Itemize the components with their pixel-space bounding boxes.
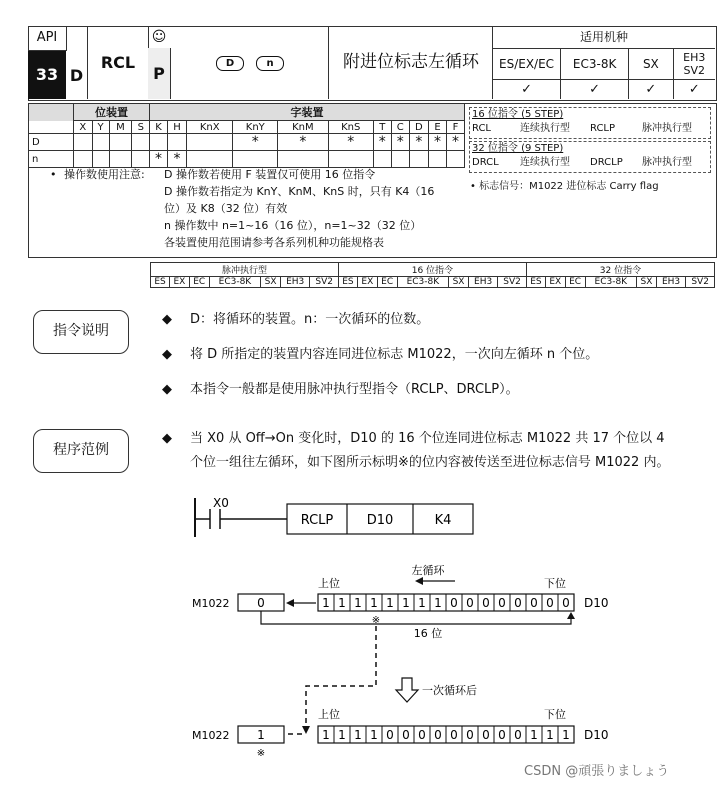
bit-value: 1 [338,728,346,742]
carry-before: 0 [257,596,265,610]
support-col: EH3 [656,277,685,288]
info-mnemonic: DRCL [472,157,499,168]
info-32-title: 32 位指令 (9 STEP) [472,143,564,154]
lower-label-top: 下位 [544,577,566,590]
support-group: 脉冲执行型 [151,263,339,277]
column-header: D [409,121,428,134]
row-label: n [29,151,74,168]
column-header: C [391,121,409,134]
smiley-icon: ☺ [148,26,170,49]
bit-value: 0 [450,728,458,742]
operand-cell [150,134,168,151]
instruction-info-32 [469,141,711,173]
bit-value: 1 [370,728,378,742]
operand-cell [167,134,186,151]
explain-item [162,343,598,367]
info-type: 脉冲执行型 [642,157,692,168]
bits-label: 16 位 [413,627,443,640]
diamond-icon: ◆ [162,431,172,446]
info-mnemonic: RCLP [590,123,616,134]
d10-label-before: D10 [584,596,609,610]
api-number: 33 [28,51,66,99]
column-header: KnS [328,121,373,134]
bit-value: 0 [514,596,522,610]
flag-note: • 标志信号：M1022 进位标志 Carry flag [470,181,659,192]
d10-label-after: D10 [584,728,609,742]
operand-cell [92,134,109,151]
bit-value: 1 [322,596,330,610]
operand-cell [132,151,150,168]
bit-value: 1 [562,728,570,742]
operand-cell: * [278,134,328,151]
upper-label-top: 上位 [318,577,340,590]
bit-value: 0 [386,728,394,742]
operand-cell [391,151,409,168]
support-col: ES [151,277,170,288]
model-sx: SX [629,49,673,79]
operand-cell: * [391,134,409,151]
operand-cell: * [429,134,447,151]
example-item [162,427,717,475]
support-col: SX [449,277,469,288]
bit-value: 0 [434,728,442,742]
check-mark: ✓ [688,82,700,97]
support-group: 32 位指令 [526,263,714,277]
bit-value: 0 [466,596,474,610]
column-header: M [109,121,132,134]
upper-label-bottom: 上位 [318,708,340,721]
operand-cell [429,151,447,168]
operand-cell: * [328,134,373,151]
note-title: 操作数使用注意: [64,168,145,181]
diamond-icon: ◆ [162,382,172,397]
note-line: 各装置使用范围请参考各系列机种功能规格表 [164,236,384,249]
m1022-label-before: M1022 [192,597,230,610]
support-col: SX [637,277,657,288]
operand-cell: * [409,134,428,151]
bit-device-header: 位装置 [74,104,150,121]
support-table [150,262,715,288]
bits-before [322,594,570,611]
bit-value: 0 [450,596,458,610]
bit-value: 1 [530,728,538,742]
check-mark: ✓ [561,80,629,99]
check-mark: ✓ [493,80,561,99]
bit-value: 0 [418,728,426,742]
support-col: SV2 [310,277,339,288]
instruction-info-16 [469,107,711,139]
model-es-ex-ec: ES/EX/EC [493,49,561,79]
support-col: EC [377,277,397,288]
m1022-label-after: M1022 [192,729,230,742]
support-col: SV2 [498,277,527,288]
bit-value: 1 [354,728,362,742]
note-line: n 操作数中 n=1~16（16 位），n=1~32（32 位） [164,219,422,232]
operand-table [28,103,465,168]
operand-cell [409,151,428,168]
column-header: E [429,121,447,134]
bit-value: 0 [498,596,506,610]
watermark: CSDN @頑張りましょう [524,764,670,779]
operand-d-pill: D [216,56,244,71]
mark-after: ※ [256,748,266,759]
section-explain-label: 指令说明 [33,310,129,354]
bit-value: 1 [546,728,554,742]
operand-cell [447,151,465,168]
column-header: K [150,121,168,134]
support-col: ES [526,277,545,288]
suffix-p: P [148,48,171,99]
info-type: 连续执行型 [520,157,570,168]
lower-label-bottom: 下位 [544,708,566,721]
explain-item [162,378,519,402]
explain-text: 本指令一般都是使用脉冲执行型指令（RCLP、DRCLP）。 [190,382,519,397]
column-header: T [373,121,391,134]
section-example-label: 程序范例 [33,429,129,473]
bit-value: 1 [322,728,330,742]
operand-cell [74,151,93,168]
operand-area [170,26,329,99]
bit-value: 0 [562,596,570,610]
note-line: 位）及 K8（32 位）有效 [164,202,288,215]
info-type: 连续执行型 [520,123,570,134]
bit-value: 1 [338,596,346,610]
bit-value: 0 [402,728,410,742]
bits-after [322,726,570,743]
models-title: 适用机种 [493,26,715,49]
support-col: EX [545,277,565,288]
rotate-label: 左循环 [411,564,445,577]
bit-value: 1 [386,596,394,610]
mark-before: ※ [371,615,381,626]
bit-value: 0 [514,728,522,742]
info-mnemonic: RCL [472,123,492,134]
operand-cell: * [373,134,391,151]
ladder-box-rclp: RCLP [300,513,334,528]
bit-value: 1 [354,596,362,610]
support-col: EH3 [280,277,309,288]
operand-cell [373,151,391,168]
column-header: KnX [187,121,233,134]
rotation-diagram [180,560,630,765]
column-header: KnM [278,121,328,134]
ladder-box-k4: K4 [434,513,452,528]
operand-cell: * [167,151,186,168]
operand-cell [187,134,233,151]
info-type: 脉冲执行型 [642,123,692,134]
column-header: X [74,121,93,134]
operand-n-pill: n [256,56,284,71]
operand-cell [74,134,93,151]
operand-cell [132,134,150,151]
explain-text: D：将循环的装置。n：一次循环的位数。 [190,312,430,327]
bit-value: 0 [466,728,474,742]
support-col: SV2 [686,277,715,288]
check-mark: ✓ [629,80,673,99]
note-line: D 操作数若使用 F 装置仅可使用 16 位指令 [164,168,376,181]
operand-cell: * [150,151,168,168]
bit-value: 0 [546,596,554,610]
example-text: 个位一组往左循环，如下图所示标明※的位内容被传送至进位标志信号 M1022 内。 [190,455,670,470]
operand-cell [109,151,132,168]
note-bullet: • [50,168,57,181]
diamond-icon: ◆ [162,312,172,327]
support-col: ES [338,277,357,288]
example-text: 当 X0 从 Off→On 变化时，D10 的 16 个位连同进位标志 M1022 共 17 个位以 4 [190,431,665,446]
carry-after: 1 [257,728,265,742]
column-header: S [132,121,150,134]
explain-text: 将 D 所指定的装置内容连同进位标志 M1022，一次向左循环 n 个位。 [190,347,599,362]
bit-value: 0 [530,596,538,610]
support-col: SX [261,277,281,288]
operand-cell [109,134,132,151]
model-names-row [493,49,715,80]
bit-value: 0 [482,728,490,742]
operand-cell: * [233,134,278,151]
support-col: EC [189,277,209,288]
word-device-header: 字装置 [150,104,465,121]
operand-cell [187,151,233,168]
instruction-title: 附进位标志左循环 [330,26,493,99]
operand-cell [278,151,328,168]
operand-notes [50,166,460,251]
ladder-box-d10: D10 [366,513,394,528]
bit-value: 1 [402,596,410,610]
bit-value: 1 [434,596,442,610]
column-header: Y [92,121,109,134]
support-col: EX [170,277,190,288]
model-ec3-8k: EC3-8K [561,49,629,79]
note-line: D 操作数若指定为 KnY、KnM、KnS 时，只有 K4（16 [164,185,435,198]
support-col: EX [357,277,377,288]
support-col: EH3 [468,277,497,288]
support-col: EC3-8K [585,277,637,288]
bit-value: 1 [418,596,426,610]
info-mnemonic: DRCLP [590,157,623,168]
support-col: EC3-8K [397,277,449,288]
operand-cell: * [447,134,465,151]
bit-value: 1 [370,596,378,610]
explain-item [162,308,429,332]
model-eh3-sv2: EH3 SV2 [683,51,706,77]
operand-cell [92,151,109,168]
column-header: KnY [233,121,278,134]
row-label: D [29,134,74,151]
model-check-row [493,80,715,99]
column-header: H [167,121,186,134]
mnemonic: RCL [88,26,149,99]
bit-value: 0 [498,728,506,742]
support-col: EC [565,277,585,288]
operand-cell [328,151,373,168]
bit-value: 0 [482,596,490,610]
operand-cell [233,151,278,168]
api-label: API [28,26,67,51]
ladder-diagram [185,495,485,540]
support-col: EC3-8K [209,277,261,288]
once-label: 一次循环后 [422,684,477,697]
prefix-d: D [66,26,88,99]
support-group: 16 位指令 [338,263,526,277]
diamond-icon: ◆ [162,347,172,362]
ladder-contact-label: X0 [213,496,229,510]
info-16-title: 16 位指令 (5 STEP) [472,109,564,120]
column-header: F [447,121,465,134]
